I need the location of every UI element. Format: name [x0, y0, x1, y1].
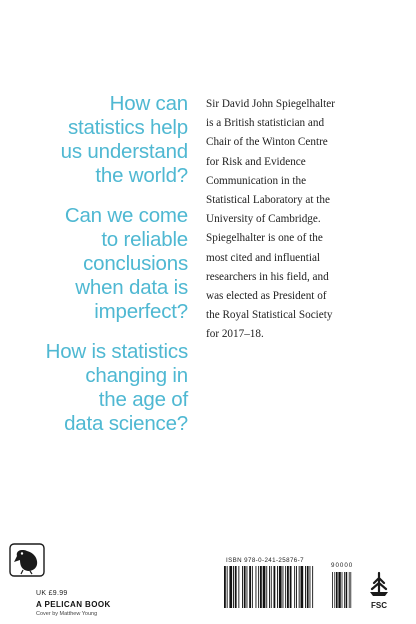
barcode-bar	[301, 566, 304, 608]
barcode-bar	[294, 566, 295, 608]
barcode-bar	[271, 566, 272, 608]
barcode-bar	[305, 566, 306, 608]
barcode-bar	[269, 566, 270, 608]
barcode-bar	[224, 566, 226, 608]
barcode-add-on-bar	[338, 572, 340, 608]
barcode-bar	[310, 566, 311, 608]
barcode-bar	[290, 566, 292, 608]
question-statistics-world: How can statistics help us understand the world?	[60, 92, 188, 187]
question-reliable-conclusions: Can we come to reliable conclusions when data is imperfect?	[64, 204, 188, 323]
author-bio: Sir David John Spiegelhalter is a British statistician and Chair of the Winton Centre for Risk and Evidence Communication in the Statistical Laboratory at the University of Cambridge. Spiegelhalter is one of the most cited and influential researchers in his field, and was elected as President of the Royal Statistical Society for 2017–18.	[206, 98, 335, 341]
fsc-tree-icon	[366, 570, 392, 612]
barcode-add-on-bar	[342, 572, 343, 608]
barcode-bar	[238, 566, 239, 608]
barcode-bar	[299, 566, 300, 608]
barcode-bar	[277, 566, 278, 608]
barcode	[224, 566, 357, 608]
barcode-bar	[233, 566, 234, 608]
barcode-add-on-bar	[346, 572, 348, 608]
barcode-bar	[274, 566, 276, 608]
barcode-bar	[227, 566, 228, 608]
barcode-bar	[283, 566, 284, 608]
barcode-bar	[247, 566, 248, 608]
barcode-bar	[258, 566, 259, 608]
barcode-bar	[279, 566, 282, 608]
barcode-bar	[252, 566, 253, 608]
barcode-bar	[266, 566, 267, 608]
barcode-bar	[296, 566, 297, 608]
price: UK £9.99	[36, 590, 68, 597]
barcode-add-on-bar	[344, 572, 345, 608]
pelican-icon	[8, 540, 46, 580]
question-data-science: How is statistics changing in the age of data science?	[45, 340, 188, 435]
barcode-bar	[249, 566, 251, 608]
barcode-bar	[307, 566, 309, 608]
barcode-bar	[263, 566, 266, 608]
barcode-bar	[256, 566, 257, 608]
barcode-bar	[285, 566, 286, 608]
question-column	[8, 92, 188, 452]
barcode-add-on-bar	[336, 572, 338, 608]
isbn-number: ISBN 978-0-241-25876-7	[226, 557, 304, 564]
barcode-bar	[287, 566, 289, 608]
barcode-add-on-bar	[332, 572, 333, 608]
barcode-add-on-bar	[350, 572, 351, 608]
barcode-bar	[242, 566, 243, 608]
fsc-label: FSC	[371, 601, 387, 610]
barcode-bar	[312, 566, 313, 608]
barcode-add-on-bar	[334, 572, 335, 608]
barcode-bar	[260, 566, 262, 608]
cover-credit: Cover by Matthew Young	[36, 611, 98, 617]
barcode-add-on-bar	[349, 572, 350, 608]
imprint-name: A PELICAN BOOK	[36, 600, 111, 609]
barcode-add-on: 90000	[331, 562, 354, 569]
barcode-bar	[229, 566, 232, 608]
barcode-bar	[244, 566, 246, 608]
barcode-bar	[235, 566, 237, 608]
